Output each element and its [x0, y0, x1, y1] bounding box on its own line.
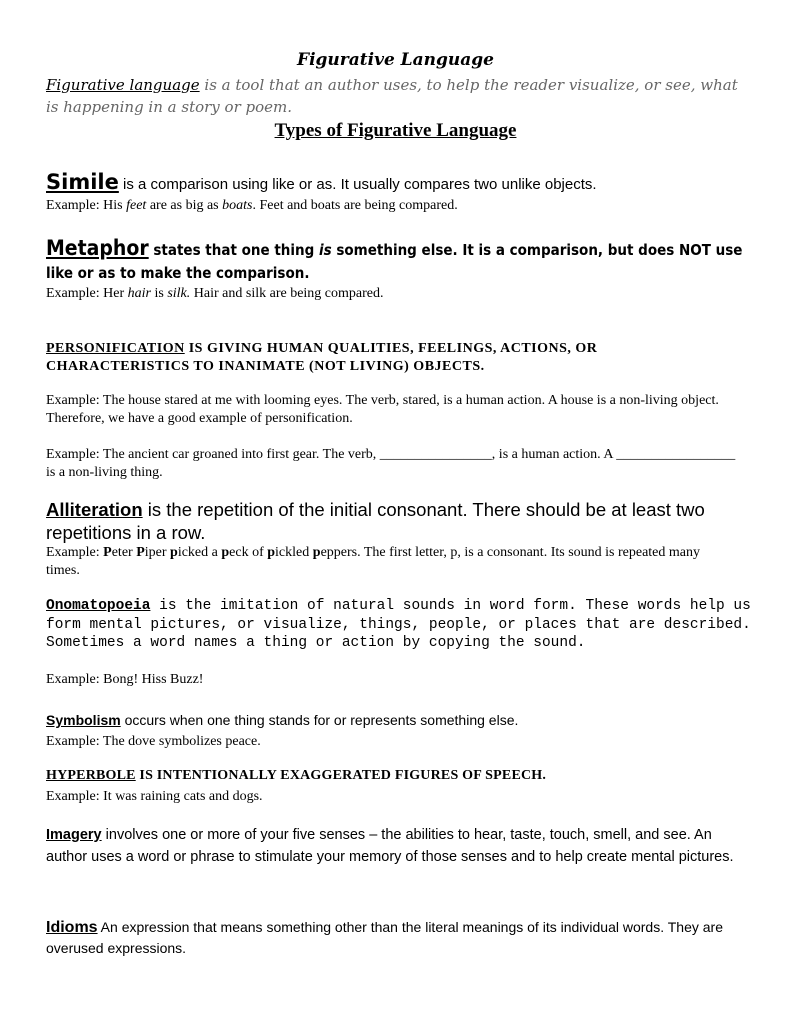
alliteration-term: Alliteration	[46, 499, 143, 520]
document-title: Figurative Language	[297, 50, 494, 70]
metaphor-example: Example: Her hair is silk. Hair and silk are being compared.	[46, 286, 384, 301]
imagery-definition: Imagery involves one or more of your five senses – the abilities to hear, taste, touch, smell, and see. An author uses a word or phrase to stimulate your memory of those senses and to help create mental pictures.	[46, 827, 734, 865]
intro-text: is a tool that an author uses, to help the reader visualize, or see, what is happening in a story or poem.	[46, 76, 738, 116]
hyperbole-definition: HYPERBOLE IS INTENTIONALLY EXAGGERATED FIGURES OF SPEECH.	[46, 768, 547, 783]
section-title: Types of Figurative Language	[274, 120, 517, 141]
hyperbole-example: Example: It was raining cats and dogs.	[46, 789, 263, 804]
metaphor-is-word: is	[319, 241, 332, 259]
simile-term: Simile	[46, 170, 119, 194]
imagery-term: Imagery	[46, 827, 102, 843]
personification-definition: PERSONIFICATION IS GIVING HUMAN QUALITIES, FEELINGS, ACTIONS, OR CHARACTERISTICS TO INANIMATE (NOT LIVING) OBJECTS.	[46, 341, 598, 374]
symbolism-definition: Symbolism occurs when one thing stands for or represents something else.	[46, 712, 519, 728]
intro-paragraph	[46, 74, 746, 118]
onomatopoeia-example: Example: Bong! Hiss Buzz!	[46, 672, 204, 687]
onomatopoeia-definition: Onomatopoeia is the imitation of natural sounds in word form. These words help us form mental pictures, or visualize, things, people, or places that are described. Sometimes a word names a thing or action by copying the sound.	[46, 598, 751, 651]
idioms-definition: Idioms An expression that means something other than the literal meanings of its individual words. They are overused expressions.	[46, 919, 723, 956]
metaphor-term: Metaphor	[46, 236, 149, 260]
simile-definition-text: is a comparison using like or as. It usually compares two unlike objects.	[118, 176, 597, 193]
personification-example-2: Example: The ancient car groaned into first gear. The verb, ________________, is a human action. A _________________ is a non-living thing.	[46, 447, 736, 480]
hyperbole-term: HYPERBOLE	[46, 768, 136, 783]
simile-definition	[46, 170, 597, 194]
simile-example: Example: His feet are as big as boats. Feet and boats are being compared.	[46, 198, 458, 213]
symbolism-term: Symbolism	[46, 712, 121, 728]
idioms-term: Idioms	[46, 919, 98, 936]
alliteration-example: Example: Peter Piper picked a peck of pickled peppers. The first letter, p, is a consonant. Its sound is repeated many times.	[46, 545, 700, 578]
metaphor-definition: Metaphor states that one thing is something else. It is a comparison, but does NOT use like or as to make the comparison.	[46, 236, 743, 282]
intro-term: Figurative language	[46, 76, 200, 94]
personification-term: PERSONIFICATION	[46, 341, 185, 356]
personification-example-1: Example: The house stared at me with looming eyes. The verb, stared, is a human action. A house is a non-living object. Therefore, we have a good example of personification.	[46, 393, 719, 426]
onomatopoeia-term: Onomatopoeia	[46, 598, 151, 614]
symbolism-example: Example: The dove symbolizes peace.	[46, 734, 261, 749]
alliteration-definition: Alliteration is the repetition of the initial consonant. There should be at least two repetitions in a row.	[46, 499, 705, 543]
